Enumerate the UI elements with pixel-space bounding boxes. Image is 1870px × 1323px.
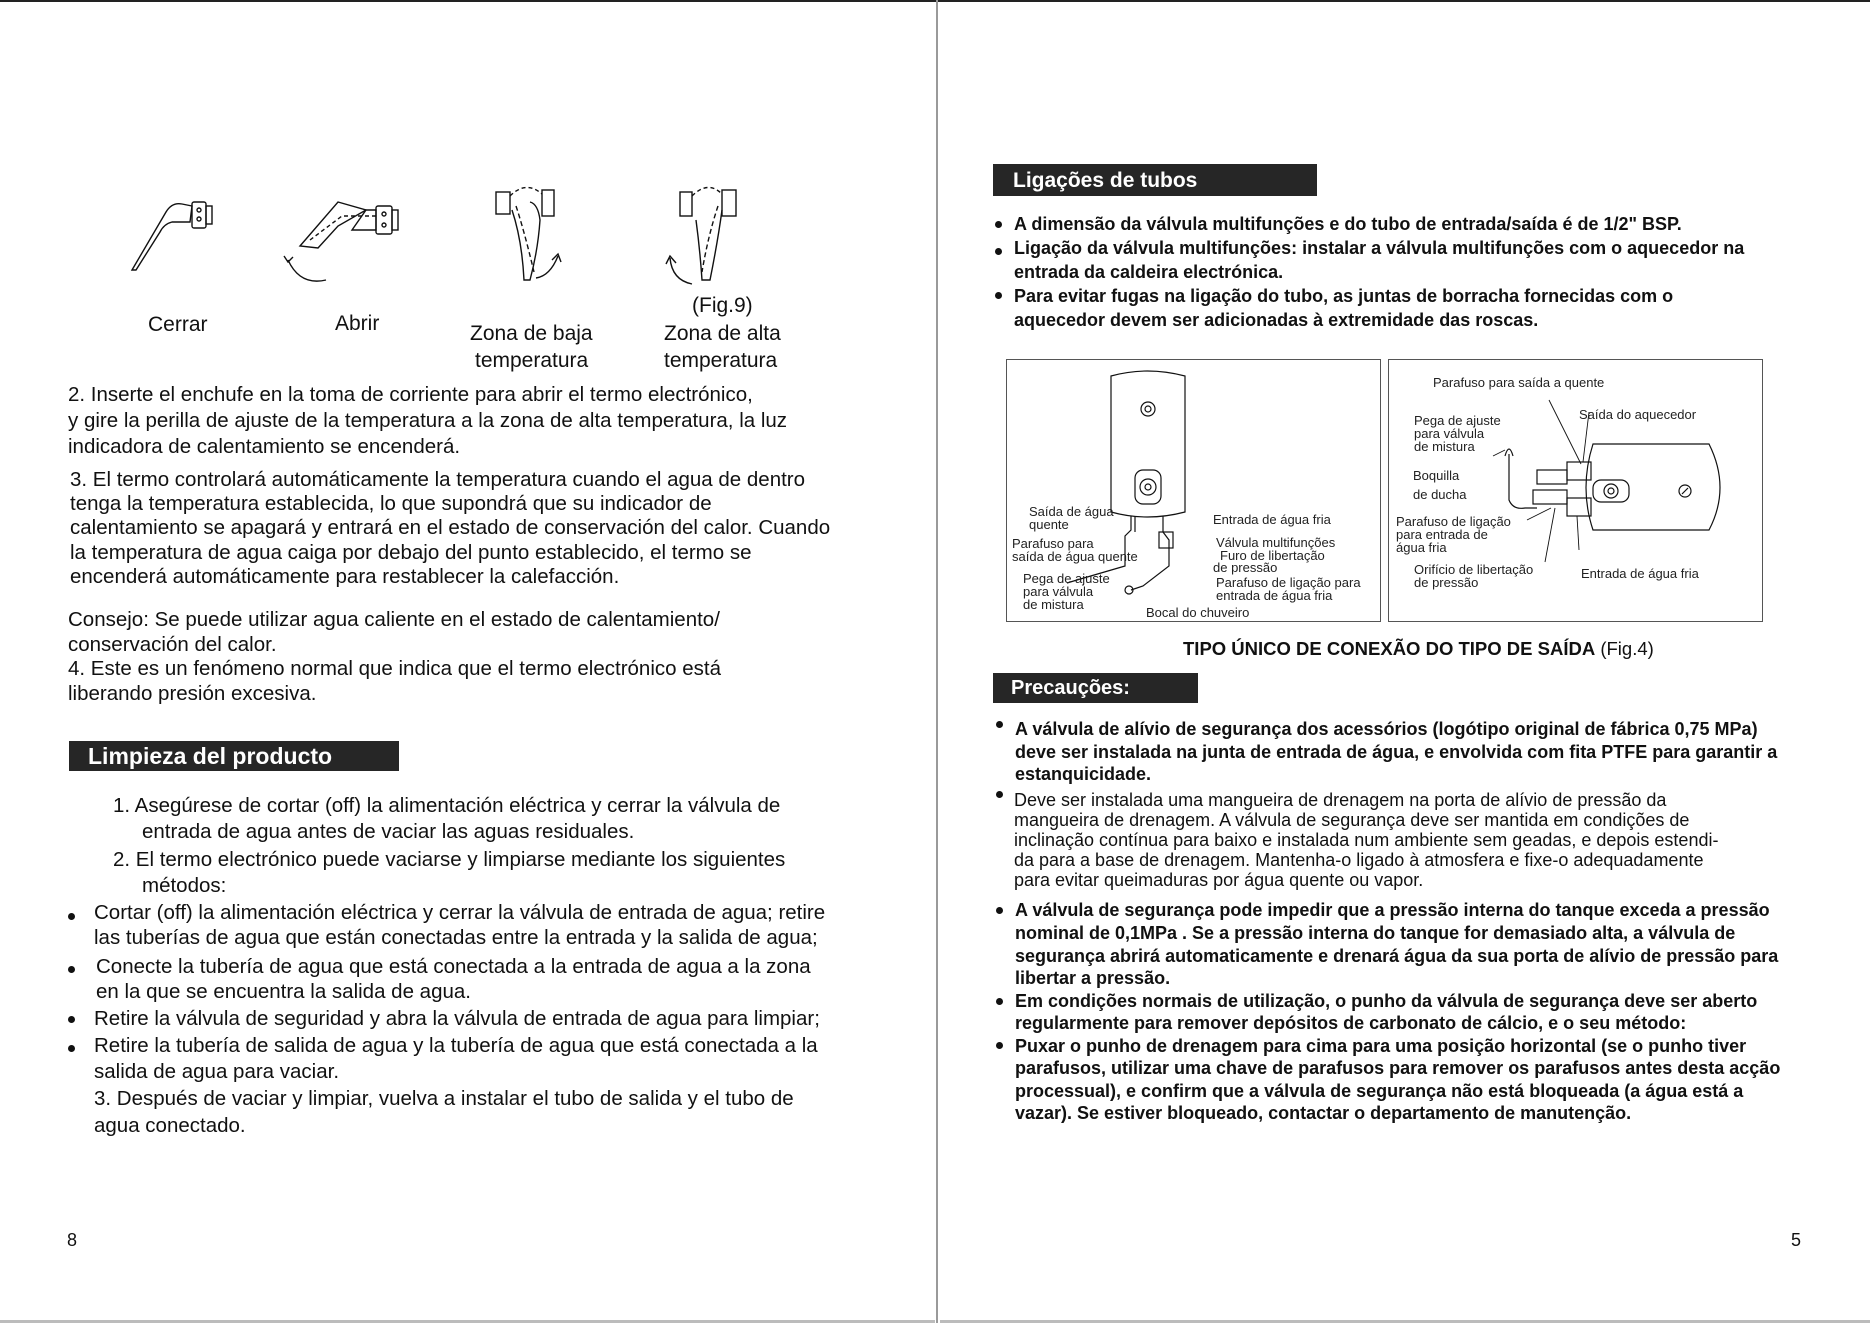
bullet-dot xyxy=(995,248,1002,255)
step2-line: 2. Inserte el enchufe en la toma de corriente para abrir el termo electrónico, xyxy=(68,383,753,406)
diagram-vertical-installation xyxy=(1006,359,1381,622)
diag-label: para válvula xyxy=(1023,584,1094,599)
diag-label: de pressão xyxy=(1414,575,1479,590)
knob-open-illustration xyxy=(280,196,420,288)
right-page xyxy=(938,0,1870,1323)
tip-line: conservación del calor. xyxy=(68,633,277,656)
bullet-dot xyxy=(995,221,1002,228)
page-number-left: 8 xyxy=(67,1230,78,1250)
cleaning-bullet-line: Retire la válvula de seguridad y abra la válvula de entrada de agua para limpiar; xyxy=(94,1007,820,1030)
diag-label: Pega de ajuste xyxy=(1414,413,1501,428)
diag-label: quente xyxy=(1029,517,1069,532)
bullet-dot xyxy=(68,1016,75,1023)
precaution-line: Puxar o punho de drenagem para cima para uma posição horizontal (se o punho tiver xyxy=(1015,1036,1747,1056)
diag-label: Saída de água xyxy=(1029,504,1114,519)
pipes-bullet-line: A dimensão da válvula multifunções e do tubo de entrada/saída é de 1/2" BSP. xyxy=(1014,214,1682,234)
diag-label: água fria xyxy=(1396,540,1447,555)
tip-line: Consejo: Se puede utilizar agua caliente en el estado de calentamiento/ xyxy=(68,608,720,631)
precaution-line: mangueira de drenagem. A válvula de segurança deve ser mantida em condições de xyxy=(1014,810,1690,830)
diag-label: Válvula multifunções xyxy=(1216,535,1336,550)
pipes-bullet-line: Ligação da válvula multifunções: instalar a válvula multifunções com o aquecedor na xyxy=(1014,238,1745,258)
bullet-dot xyxy=(996,907,1003,914)
cleaning-bullet-line: Conecte la tubería de agua que está conectada a la entrada de agua a la zona xyxy=(96,955,811,978)
bullet-dot xyxy=(996,721,1003,728)
cleaning-step-line: agua conectado. xyxy=(94,1114,246,1137)
diagram-caption-fig: (Fig.4) xyxy=(1600,638,1654,659)
cleaning-step-line: métodos: xyxy=(142,874,227,897)
bullet-dot xyxy=(996,791,1003,798)
precaution-line: Deve ser instalada uma mangueira de drenagem na porta de alívio de pressão da xyxy=(1014,790,1667,810)
diag-label: Entrada de água fria xyxy=(1213,512,1331,527)
label-high-zone-line2: temperatura xyxy=(664,349,778,372)
diag-label: Parafuso para saída a quente xyxy=(1433,375,1605,390)
cleaning-bullet-line: las tuberías de agua que están conectadas entre la entrada y la salida de agua; xyxy=(94,926,818,949)
diag-label: Pega de ajuste xyxy=(1023,571,1110,586)
label-abrir: Abrir xyxy=(335,312,380,335)
pipes-bullet-line: entrada da caldeira electrónica. xyxy=(1014,262,1284,282)
diag-label: para entrada de xyxy=(1396,527,1488,542)
diagram-caption xyxy=(1183,638,1654,660)
cleaning-bullet-line: en la que se encuentra la salida de agua. xyxy=(96,980,471,1003)
diag-label: Boquilla xyxy=(1413,468,1460,483)
step2-line: y gire la perilla de ajuste de la temperatura a la zona de alta temperatura, la luz xyxy=(68,409,788,432)
cleaning-bullet-line: salida de agua para vaciar. xyxy=(94,1060,340,1083)
precaution-line: segurança abrirá automaticamente e drenará água da sua porta de alívio de pressão para xyxy=(1015,946,1779,966)
tip-line: liberando presión excesiva. xyxy=(68,682,317,705)
cleaning-bullet-line: Cortar (off) la alimentación eléctrica y cerrar la válvula de entrada de agua; retire xyxy=(94,901,826,924)
precautions-section-title: Precauções: xyxy=(993,673,1198,703)
precaution-line: vazar). Se estiver bloqueado, contactar o departamento de manutenção. xyxy=(1015,1103,1632,1123)
step3-line: tenga la temperatura establecida, lo que supondrá que su indicador de xyxy=(70,492,712,515)
label-low-zone-line2: temperatura xyxy=(475,349,589,372)
cleaning-bullet-line: Retire la tubería de salida de agua y la tubería de agua que está conectada a la xyxy=(94,1034,818,1057)
knob-high-temp-illustration xyxy=(662,180,762,292)
precaution-line: libertar a pressão. xyxy=(1015,968,1171,988)
diag-label: saída de água quente xyxy=(1012,549,1138,564)
step3-line: 3. El termo controlará automáticamente la temperatura cuando el agua de dentro xyxy=(70,468,806,491)
bullet-dot xyxy=(68,1045,75,1052)
precaution-line: A válvula de segurança pode impedir que a pressão interna do tanque exceda a pressão xyxy=(1015,900,1770,920)
precaution-line: parafusos, utilizar uma chave de parafusos para remover os parafusos antes desta acção xyxy=(1015,1058,1781,1078)
step3-line: encenderá automáticamente para restablecer la calefacción. xyxy=(70,565,620,588)
diag-label: Parafuso de ligação para xyxy=(1216,575,1361,590)
precaution-line: Em condições normais de utilização, o punho da válvula de segurança deve ser aberto xyxy=(1015,991,1758,1011)
step3-line: calentamiento se apagará y entrará en el estado de conservación del calor. Cuando xyxy=(70,516,831,539)
diag-label: Furo de libertação xyxy=(1220,548,1325,563)
page-number-right: 5 xyxy=(1791,1230,1802,1250)
diagram-caption-title: TIPO ÚNICO DE CONEXÃO DO TIPO DE SAÍDA xyxy=(1183,638,1596,659)
cleaning-step-line: 2. El termo electrónico puede vaciarse y limpiarse mediante los siguientes xyxy=(113,848,786,871)
knob-low-temp-illustration xyxy=(490,180,590,290)
step2-line: indicadora de calentamiento se encenderá. xyxy=(68,435,461,458)
bullet-dot xyxy=(68,913,75,920)
cleaning-step-line: entrada de agua antes de vaciar las aguas residuales. xyxy=(142,820,635,843)
precaution-line: inclinação contínua para baixo e instalada num ambiente sem geadas, e depois estendi- xyxy=(1014,830,1719,850)
precaution-line: processual), e confirm que a válvula de segurança não está bloqueada (a água está a xyxy=(1015,1081,1744,1101)
step3-line: la temperatura de agua caiga por debajo del punto establecido, el termo se xyxy=(70,541,752,564)
precaution-line: estanquicidade. xyxy=(1015,764,1152,784)
precaution-line: A válvula de alívio de segurança dos acessórios (logótipo original de fábrica 0,75 MPa) xyxy=(1015,719,1758,739)
precaution-line: para evitar queimaduras por água quente ou vapor. xyxy=(1014,870,1424,890)
diag-label: Entrada de água fria xyxy=(1581,566,1699,581)
diag-label: entrada de água fria xyxy=(1216,588,1333,603)
cleaning-step-line: 1. Asegúrese de cortar (off) la alimentación eléctrica y cerrar la válvula de xyxy=(113,794,781,817)
figure-number-label: (Fig.9) xyxy=(692,294,753,317)
diag-label: para válvula xyxy=(1414,426,1485,441)
pipes-section-title: Ligações de tubos xyxy=(993,164,1317,196)
diag-label: de mistura xyxy=(1023,597,1084,612)
diag-label: de mistura xyxy=(1414,439,1475,454)
precaution-line: nominal de 0,1MPa . Se a pressão interna do tanque for demasiado alta, a válvula de xyxy=(1015,923,1736,943)
diag-label: de ducha xyxy=(1413,487,1467,502)
bullet-dot xyxy=(996,1042,1003,1049)
precaution-line: regularmente para remover depósitos de carbonato de cálcio, e o seu método: xyxy=(1015,1013,1687,1033)
cleaning-step-line: 3. Después de vaciar y limpiar, vuelva a instalar el tubo de salida y el tubo de xyxy=(94,1087,794,1110)
diag-label: Bocal do chuveiro xyxy=(1146,605,1250,620)
label-high-zone-line1: Zona de alta xyxy=(664,322,781,345)
tip-line: 4. Este es un fenómeno normal que indica que el termo electrónico está xyxy=(68,657,721,680)
precaution-line: da para a base de drenagem. Mantenha-o ligado à atmosfera e fixe-o adequadamente xyxy=(1014,850,1704,870)
label-cerrar: Cerrar xyxy=(148,313,208,336)
diagram-horizontal-installation xyxy=(1388,359,1763,622)
diag-label: Parafuso para xyxy=(1012,536,1094,551)
knob-close-illustration xyxy=(128,192,238,272)
diag-label: Orifício de libertação xyxy=(1414,562,1534,577)
bullet-dot xyxy=(996,998,1003,1005)
precaution-line: deve ser instalada na junta de entrada de água, e envolvida com fita PTFE para garantir a xyxy=(1015,742,1778,762)
diag-label: Parafuso de ligação xyxy=(1396,514,1511,529)
bullet-dot xyxy=(68,966,75,973)
diag-label: de pressão xyxy=(1213,560,1278,575)
label-low-zone-line1: Zona de baja xyxy=(470,322,593,345)
cleaning-section-title: Limpieza del producto xyxy=(69,741,399,771)
pipes-bullet-line: Para evitar fugas na ligação do tubo, as juntas de borracha fornecidas com o xyxy=(1014,286,1674,306)
diag-label: Saída do aquecedor xyxy=(1579,407,1697,422)
bullet-dot xyxy=(995,292,1002,299)
pipes-bullet-line: aquecedor devem ser adicionadas à extremidade das roscas. xyxy=(1014,310,1539,330)
